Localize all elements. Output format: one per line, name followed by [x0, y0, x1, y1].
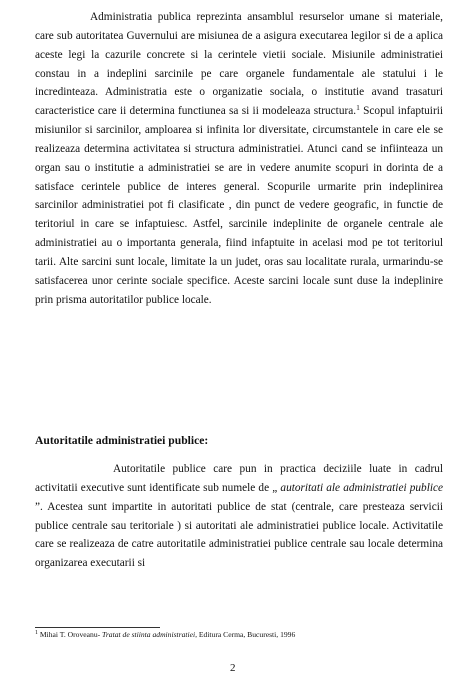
footnote-author: Mihai T. Oroveanu-: [38, 630, 103, 639]
footnote-mark: 1: [35, 630, 38, 636]
footnote: [35, 630, 295, 640]
footnote-title: Tratat de stiinta administratiei: [102, 630, 196, 639]
body-paragraph-1: [35, 8, 443, 310]
footnote-publisher: , Editura Cerma, Bucuresti, 1996: [195, 630, 296, 639]
page-number: 2: [230, 662, 236, 674]
paragraph-2-text: Autoritatile publice care pun in practica deciziile luate in cadrul activitatii executive sunt identificate sub numele de „: [35, 463, 443, 494]
footnote-reference: 1: [356, 103, 360, 113]
footnote-separator: [35, 627, 160, 628]
paragraph-1-continuation: Scopul infaptuirii misiunilor si sarcinilor, amploarea si infinita lor diversitate, circumstantele in care ele se realizeaza determina activitatea si structura administratiei. Atunci cand se infiinteaza un organ sau o institutie a administratiei se are in vedere anumite scopuri in dorinta de a satisface cerintele publice de interes general. Scopurile urmarite prin indeplinirea sarcinilor administratiei pot fi clasificate , din punct de vedere geografic, in functie de teritoriul in care se infaptuiesc. Astfel, sarcinile indeplinite de organele centrale ale administratiei au o importanta generala, fiind infaptuite in acelasi mod pe tot teritoriul tarii. Alte sarcini sunt locale, limitate la un judet, oras sau localitate rurala, urmarindu-se satisfacerea unor cerinte sociale specifice. Aceste sarcini locale sunt duse la indeplinire prin prisma autoritatilor publice locale.: [35, 105, 443, 306]
paragraph-2-continuation: ”. Acestea sunt impartite in autoritati publice de stat (centrale, care presteaza servicii publice centrale sau teritoriale ) si autoritati ale administratiei publice locale. Activitatile care se realizeaza de catre autoritatile administratiei publice centrale sau locale determina organizarea executarii si: [35, 500, 443, 570]
paragraph-2-italic-term: autoritati ale administratiei publice: [280, 481, 444, 494]
body-paragraph-2: [35, 460, 443, 573]
paragraph-1-text: Administratia publica reprezinta ansamblul resurselor umane si materiale, care sub autoritatea Guvernului are misiunea de a asigura executarea legilor si de a aplica aceste legi la cazurile concrete si la cerintele vietii sociale. Misiunile administratiei constau in a indeplini sarcinile pe care organele fundamentale ale statului i le incredinteaza. Administratia este o organizatie sociala, o institutie avand trasaturi caracteristice care ii determina functiunea sa si ii modeleaza structura.: [35, 11, 443, 118]
section-heading: Autoritatile administratiei publice:: [35, 434, 209, 447]
